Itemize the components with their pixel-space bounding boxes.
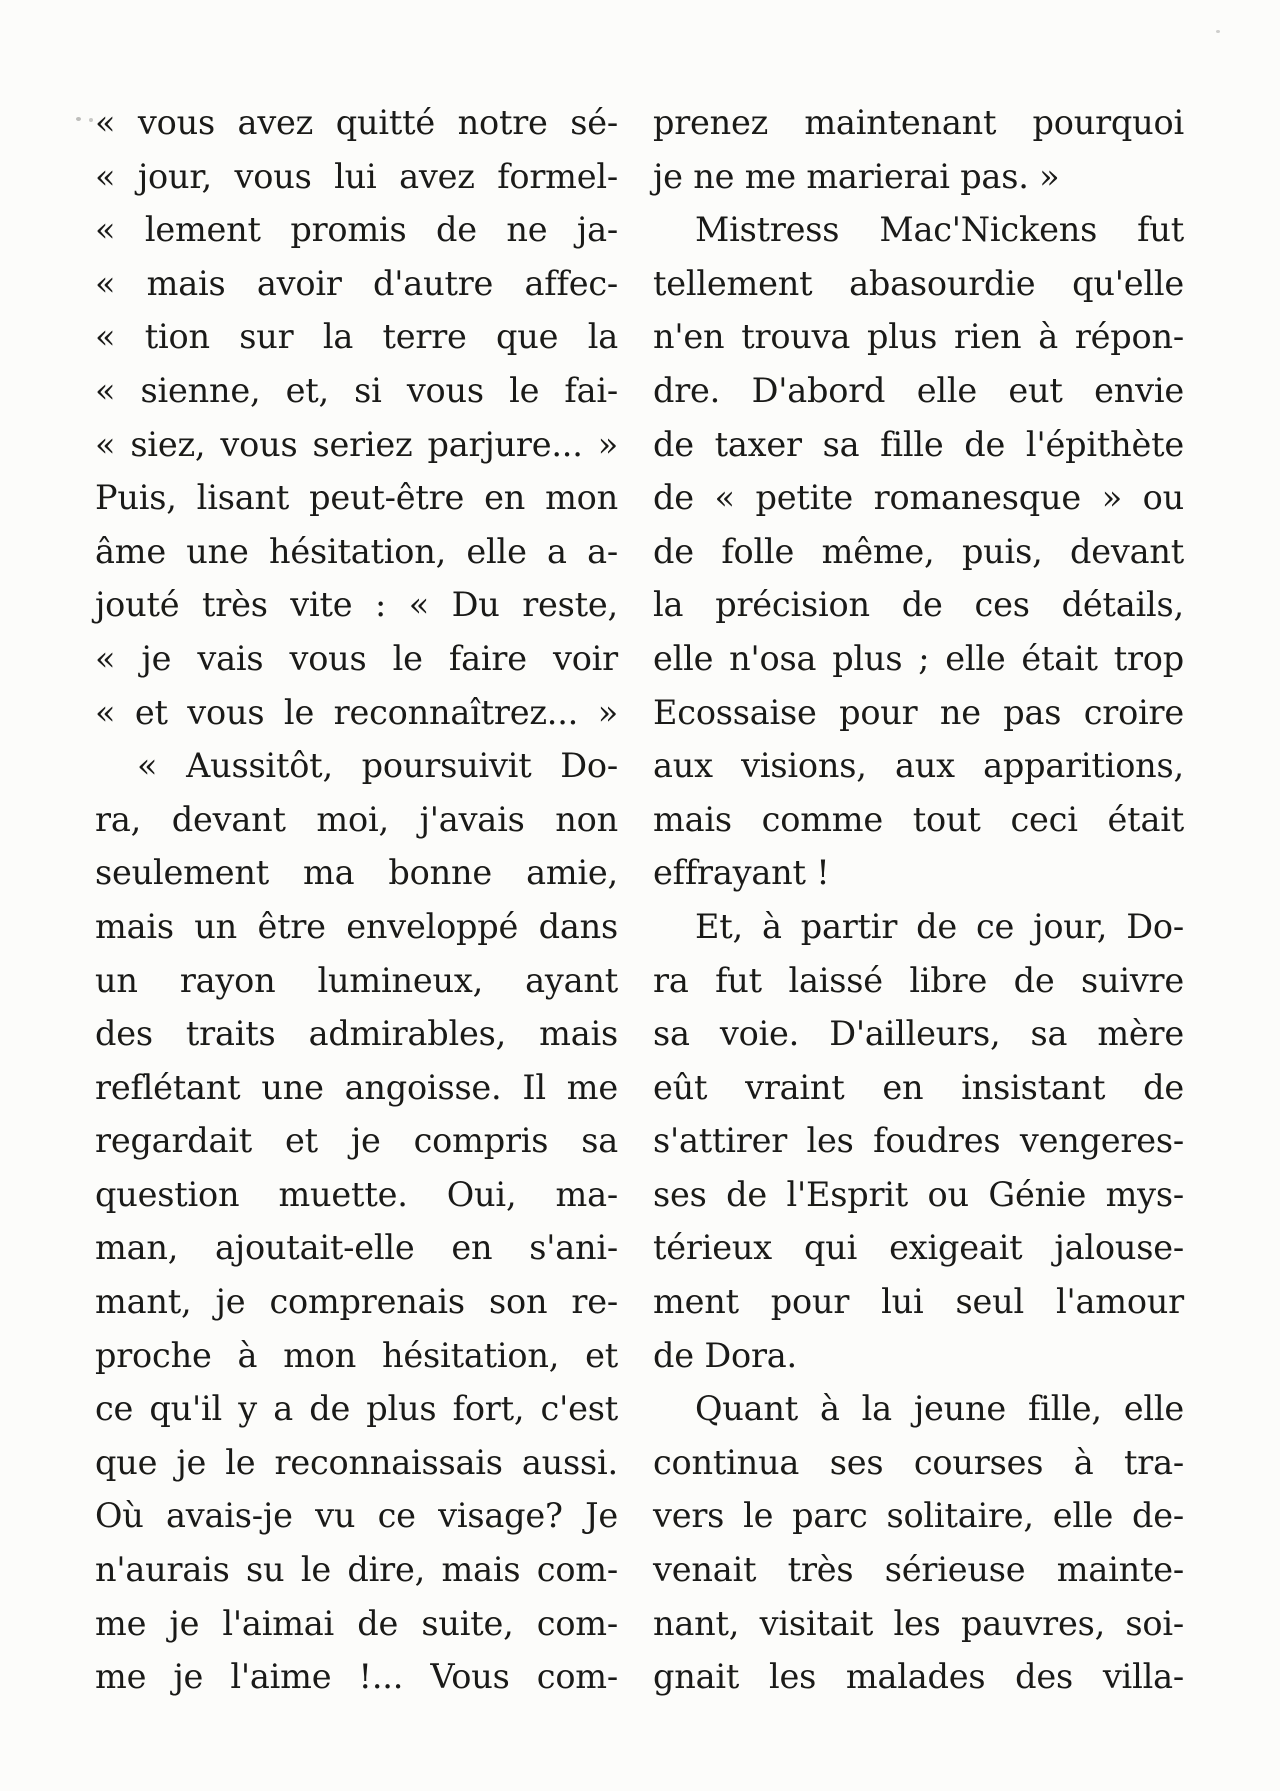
text-line: continua ses courses à tra- — [653, 1442, 1184, 1482]
text-line: ra fut laissé libre de suivre — [653, 960, 1184, 1000]
text-line: effrayant ! — [653, 853, 830, 893]
text-line: venait très sérieuse mainte- — [653, 1550, 1184, 1590]
text-line: sa voie. D'ailleurs, sa mère — [653, 1014, 1184, 1054]
text-line: un rayon lumineux, ayant — [95, 960, 618, 1000]
text-line: mant, je comprenais son re- — [95, 1282, 618, 1322]
scan-speck — [1216, 30, 1220, 33]
text-line: man, ajoutait-elle en s'ani- — [95, 1228, 618, 1268]
text-line: s'attirer les foudres vengeres- — [653, 1121, 1184, 1161]
text-line: « et vous le reconnaîtrez... » — [95, 692, 618, 732]
text-line: vers le parc solitaire, elle de- — [653, 1496, 1184, 1536]
text-line: elle n'osa plus ; elle était trop — [653, 638, 1184, 678]
text-line: « je vais vous le faire voir — [95, 638, 618, 678]
text-line: Mistress Mac'Nickens fut — [695, 210, 1184, 250]
text-line: me je l'aimai de suite, com- — [95, 1603, 618, 1643]
text-line: « mais avoir d'autre affec- — [95, 263, 618, 303]
text-line: mais un être enveloppé dans — [95, 906, 618, 946]
text-line: « lement promis de ne ja- — [95, 210, 618, 250]
text-line: je ne me marierai pas. » — [653, 156, 1060, 196]
text-column-left — [95, 96, 618, 1704]
text-line: me je l'aime !... Vous com- — [95, 1657, 618, 1697]
text-line: « sienne, et, si vous le fai- — [95, 370, 618, 410]
text-line: seulement ma bonne amie, — [95, 853, 618, 893]
scan-speck — [76, 117, 81, 121]
text-line: mais comme tout ceci était — [653, 799, 1184, 839]
text-line: Puis, lisant peut-être en mon — [95, 478, 618, 518]
text-line: eût vraint en insistant de — [653, 1067, 1184, 1107]
text-line: tellement abasourdie qu'elle — [653, 263, 1184, 303]
text-line: la précision de ces détails, — [653, 585, 1184, 625]
text-line: nant, visitait les pauvres, soi- — [653, 1603, 1184, 1643]
text-line: « siez, vous seriez parjure... » — [95, 424, 618, 464]
text-line: prenez maintenant pourquoi — [653, 103, 1184, 142]
text-line: Et, à partir de ce jour, Do- — [695, 906, 1184, 946]
text-line: regardait et je compris sa — [95, 1121, 618, 1161]
text-line: question muette. Oui, ma- — [95, 1174, 618, 1214]
text-line: « vous avez quitté notre sé- — [95, 103, 618, 142]
text-line: térieux qui exigeait jalouse- — [653, 1228, 1184, 1268]
text-line: de Dora. — [653, 1335, 797, 1375]
text-line: « Aussitôt, poursuivit Do- — [137, 746, 618, 786]
text-line: aux visions, aux apparitions, — [653, 746, 1184, 786]
text-line: Où avais-je vu ce visage? Je — [95, 1496, 618, 1536]
text-line: âme une hésitation, elle a a- — [95, 531, 618, 571]
scan-speck — [89, 118, 93, 122]
text-line: Ecossaise pour ne pas croire — [653, 692, 1184, 732]
text-line: proche à mon hésitation, et — [95, 1335, 618, 1375]
text-line: « tion sur la terre que la — [95, 317, 618, 357]
text-line: Quant à la jeune fille, elle — [695, 1389, 1184, 1429]
text-line: gnait les malades des villa- — [653, 1657, 1184, 1697]
text-line: n'en trouva plus rien à répon- — [653, 317, 1184, 357]
text-line: ment pour lui seul l'amour — [653, 1282, 1184, 1322]
text-line: ses de l'Esprit ou Génie mys- — [653, 1174, 1184, 1214]
text-line: ra, devant moi, j'avais non — [95, 799, 618, 839]
text-line: que je le reconnaissais aussi. — [95, 1442, 618, 1482]
text-line: de folle même, puis, devant — [653, 531, 1184, 571]
text-line: n'aurais su le dire, mais com- — [95, 1550, 618, 1590]
text-line: « jour, vous lui avez formel- — [95, 156, 618, 196]
text-line: jouté très vite : « Du reste, — [95, 585, 618, 625]
text-line: reflétant une angoisse. Il me — [95, 1067, 618, 1107]
text-column-right — [653, 96, 1184, 1704]
text-line: des traits admirables, mais — [95, 1014, 618, 1054]
text-line: de « petite romanesque » ou — [653, 478, 1184, 518]
text-line: ce qu'il y a de plus fort, c'est — [95, 1389, 618, 1429]
text-line: de taxer sa fille de l'épithète — [653, 424, 1184, 464]
text-line: dre. D'abord elle eut envie — [653, 370, 1184, 410]
